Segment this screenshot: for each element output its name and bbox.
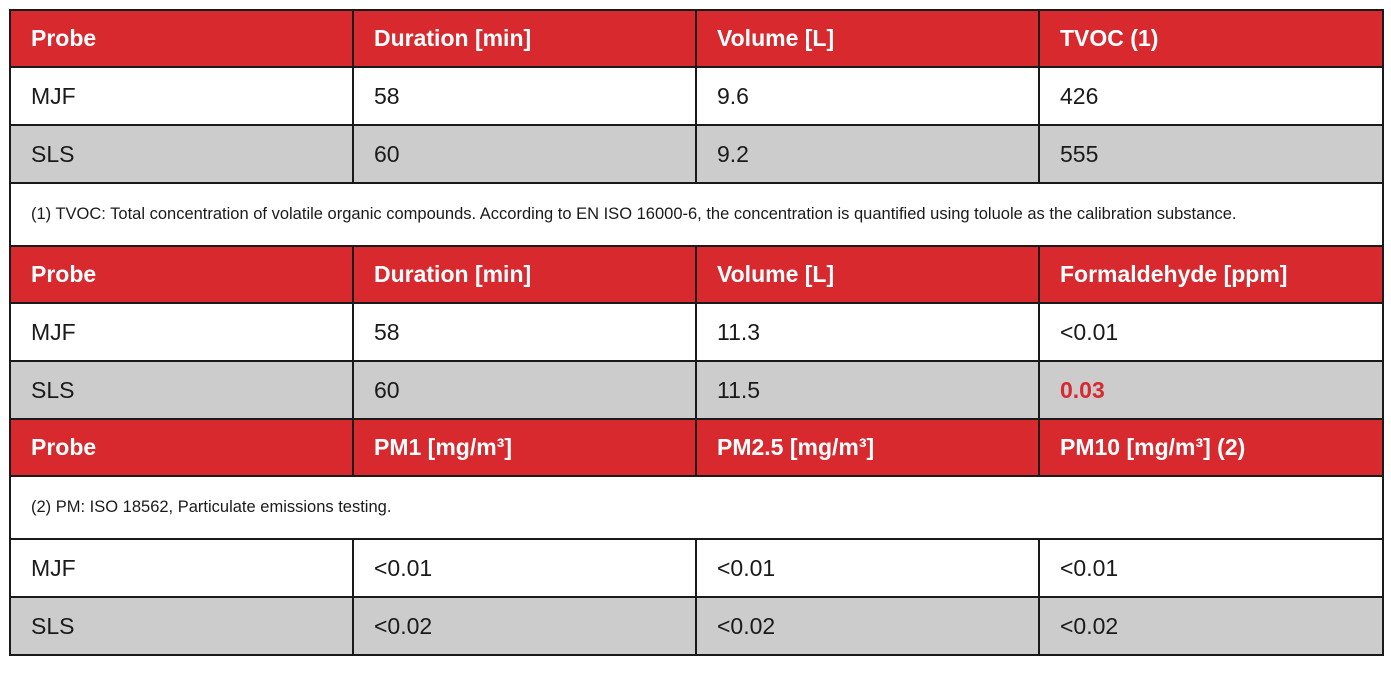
formaldehyde-header-row bbox=[10, 246, 1383, 303]
cell-duration: 58 bbox=[353, 67, 696, 125]
cell-probe: SLS bbox=[10, 125, 353, 183]
cell-pm2-5: <0.01 bbox=[696, 539, 1039, 597]
cell-probe: MJF bbox=[10, 67, 353, 125]
tvoc-header-row bbox=[10, 10, 1383, 67]
cell-duration: 60 bbox=[353, 361, 696, 419]
pm-footnote-row bbox=[10, 476, 1383, 539]
cell-probe: SLS bbox=[10, 361, 353, 419]
table-row bbox=[10, 361, 1383, 419]
header-cell-pm10: PM10 [mg/m³] (2) bbox=[1039, 419, 1383, 476]
cell-pm10: <0.01 bbox=[1039, 539, 1383, 597]
pm-footnote: (2) PM: ISO 18562, Particulate emissions testing. bbox=[10, 476, 1383, 539]
cell-formaldehyde-highlight: 0.03 bbox=[1039, 361, 1383, 419]
cell-formaldehyde: <0.01 bbox=[1039, 303, 1383, 361]
header-cell-volume: Volume [L] bbox=[696, 10, 1039, 67]
header-cell-probe: Probe bbox=[10, 246, 353, 303]
header-cell-duration: Duration [min] bbox=[353, 10, 696, 67]
cell-probe: MJF bbox=[10, 539, 353, 597]
cell-pm1: <0.02 bbox=[353, 597, 696, 655]
cell-pm1: <0.01 bbox=[353, 539, 696, 597]
table-row bbox=[10, 125, 1383, 183]
table-row bbox=[10, 67, 1383, 125]
tvoc-footnote: (1) TVOC: Total concentration of volatile organic compounds. According to EN ISO 16000-6, the concentration is quantified using toluole as the calibration substance. bbox=[10, 183, 1383, 246]
cell-duration: 58 bbox=[353, 303, 696, 361]
header-cell-formaldehyde: Formaldehyde [ppm] bbox=[1039, 246, 1383, 303]
header-cell-pm2-5: PM2.5 [mg/m³] bbox=[696, 419, 1039, 476]
table-row bbox=[10, 597, 1383, 655]
cell-volume: 9.6 bbox=[696, 67, 1039, 125]
cell-probe: SLS bbox=[10, 597, 353, 655]
cell-volume: 9.2 bbox=[696, 125, 1039, 183]
header-cell-tvoc: TVOC (1) bbox=[1039, 10, 1383, 67]
header-cell-volume: Volume [L] bbox=[696, 246, 1039, 303]
cell-pm2-5: <0.02 bbox=[696, 597, 1039, 655]
table-row bbox=[10, 539, 1383, 597]
header-cell-pm1: PM1 [mg/m³] bbox=[353, 419, 696, 476]
pm-header-row bbox=[10, 419, 1383, 476]
tvoc-footnote-row bbox=[10, 183, 1383, 246]
emissions-table-container bbox=[9, 9, 1382, 656]
header-cell-probe: Probe bbox=[10, 10, 353, 67]
cell-tvoc: 426 bbox=[1039, 67, 1383, 125]
cell-tvoc: 555 bbox=[1039, 125, 1383, 183]
cell-duration: 60 bbox=[353, 125, 696, 183]
table-row bbox=[10, 303, 1383, 361]
header-cell-duration: Duration [min] bbox=[353, 246, 696, 303]
cell-volume: 11.3 bbox=[696, 303, 1039, 361]
cell-probe: MJF bbox=[10, 303, 353, 361]
cell-pm10: <0.02 bbox=[1039, 597, 1383, 655]
cell-volume: 11.5 bbox=[696, 361, 1039, 419]
header-cell-probe: Probe bbox=[10, 419, 353, 476]
emissions-table bbox=[9, 9, 1384, 656]
